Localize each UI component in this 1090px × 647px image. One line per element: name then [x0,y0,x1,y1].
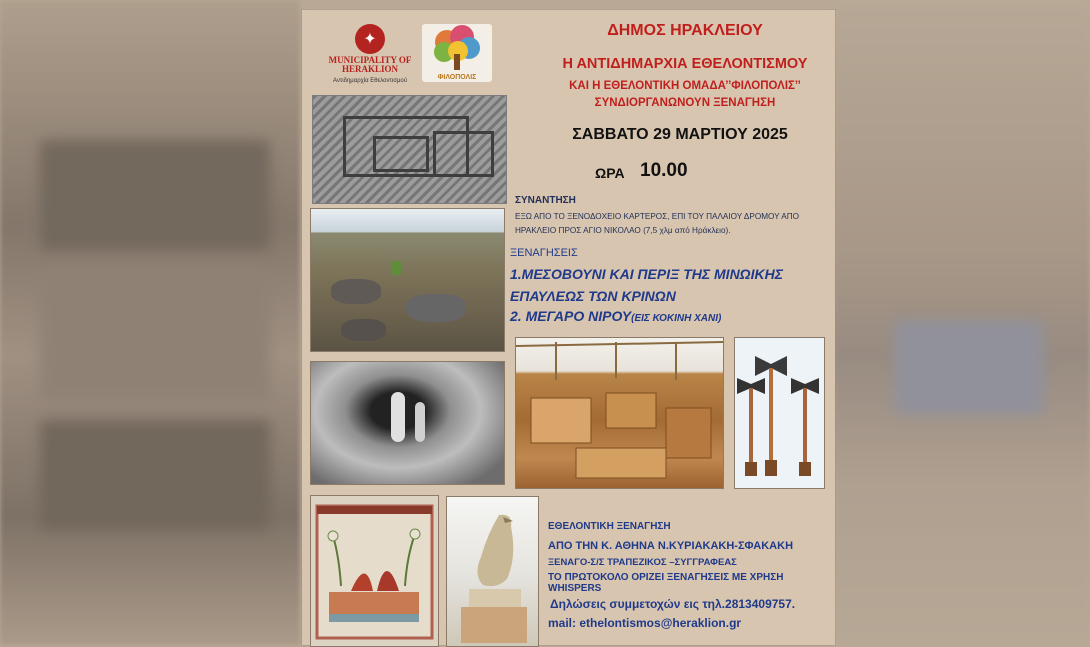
registration-phone: Δηλώσεις συμμετοχών εις τηλ.2813409757. [550,597,796,611]
event-date: ΣΑΒΒΑΤΟ 29 ΜΑΡΤΙΟΥ 2025 [572,126,788,143]
tour-item-1-line1: 1.ΜΕΣΟΒΟΥΝΙ ΚΑΙ ΠΕΡΙΞ ΤΗΣ ΜΙΝΩΙΚΗΣ [510,266,783,282]
municipality-emblem-icon: ✦ [355,24,385,54]
action-line: ΣΥΝΔΙΟΡΓΑΝΩΝΟΥΝ ΞΕΝΑΓΗΣΗ [594,97,776,109]
megaron-nirou-ruins-photo [515,337,724,489]
municipality-logo-sub: Αντιδημαρχία Εθελοντισμού [333,78,407,84]
tours-heading: ΞΕΝΑΓΗΣΕΙΣ [510,247,578,259]
guide-name: ΑΠΟ ΤΗΝ Κ. ΑΘΗΝΑ Ν.ΚΥΡΙΑΚΑΚΗ-ΣΦΑΚΑΚΗ [548,540,794,552]
tour-item-2-note: (ΕΙΣ ΚΟΚΙΝΗ ΧΑΝΙ) [631,313,722,324]
event-time-value: 10.00 [640,160,688,181]
event-poster [302,10,835,645]
municipality-logo-name: MUNICIPALITY OF HERAKLION [328,55,412,74]
partner-line: ΚΑΙ Η ΕΘΕΛΟΝΤΙΚΗ ΟΜΑΔΑ’’ΦΙΛΟΠΟΛΙΣ’’ [569,80,801,92]
meeting-heading: ΣΥΝΑΝΤΗΣΗ [515,195,576,206]
lilies-fresco-photo [310,495,439,647]
tour-item-2: 2. ΜΕΓΑΡΟ ΝΙΡΟΥ(ΕΙΣ ΚΟΚΙΝΗ ΧΑΝΙ) [510,308,722,324]
guide-roles: ΞΕΝΑΓΟ-Σ/Σ ΤΡΑΠΕΖΙΚΟΣ –ΣΥΓΓΡΑΦΕΑΣ [548,557,737,568]
hillside-landscape-photo [310,208,505,352]
tree-icon [422,24,492,72]
excavation-aerial-photo [312,95,507,204]
tour-item-1-line2: ΕΠΑΥΛΕΩΣ ΤΩΝ ΚΡΙΝΩΝ [510,288,676,304]
filopolis-logo-name: ΦΙΛΟΠΟΛΙΣ [437,74,477,81]
filopolis-logo [422,24,492,82]
cave-interior-photo [310,361,505,485]
meeting-location-text: ΕΞΩ ΑΠΟ ΤΟ ΞΕΝΟΔΟΧΕΙΟ ΚΑΡΤΕΡΟΣ, ΕΠΙ ΤΟΥ ΠΑΛΑΙΟΥ ΔΡΟΜΟΥ ΑΠΟ ΗΡΑΚΛΕΙΟ ΠΡΟΣ ΑΓΙΟ ΝΙΚΟΛΑΟ (7,5 χλμ από Ηράκλειο). [515,212,800,235]
contact-email: mail: ethelontismos@heraklion.gr [548,616,742,630]
blurred-background-left [0,0,300,645]
eagle-statue-photo [446,496,539,647]
event-time-label: ΩΡΑ [595,165,625,181]
protocol-note: ΤΟ ΠΡΩΤΟΚΟΛΟ ΟΡΙΖΕΙ ΞΕΝΑΓΗΣΕΙΣ ΜΕ ΧΡΗΣΗ WHISPERS [548,572,784,594]
volunteer-tour-label: ΕΘΕΛΟΝΤΙΚΗ ΞΕΝΑΓΗΣΗ [548,521,671,532]
blurred-background-right [834,0,1090,645]
double-axes-photo [734,337,825,489]
municipality-logo [324,24,416,96]
organizer-title: Η ΑΝΤΙΔΗΜΑΡΧΙΑ ΕΘΕΛΟΝΤΙΣΜΟΥ [562,56,808,72]
municipality-title: ΔΗΜΟΣ ΗΡΑΚΛΕΙΟΥ [607,22,763,39]
